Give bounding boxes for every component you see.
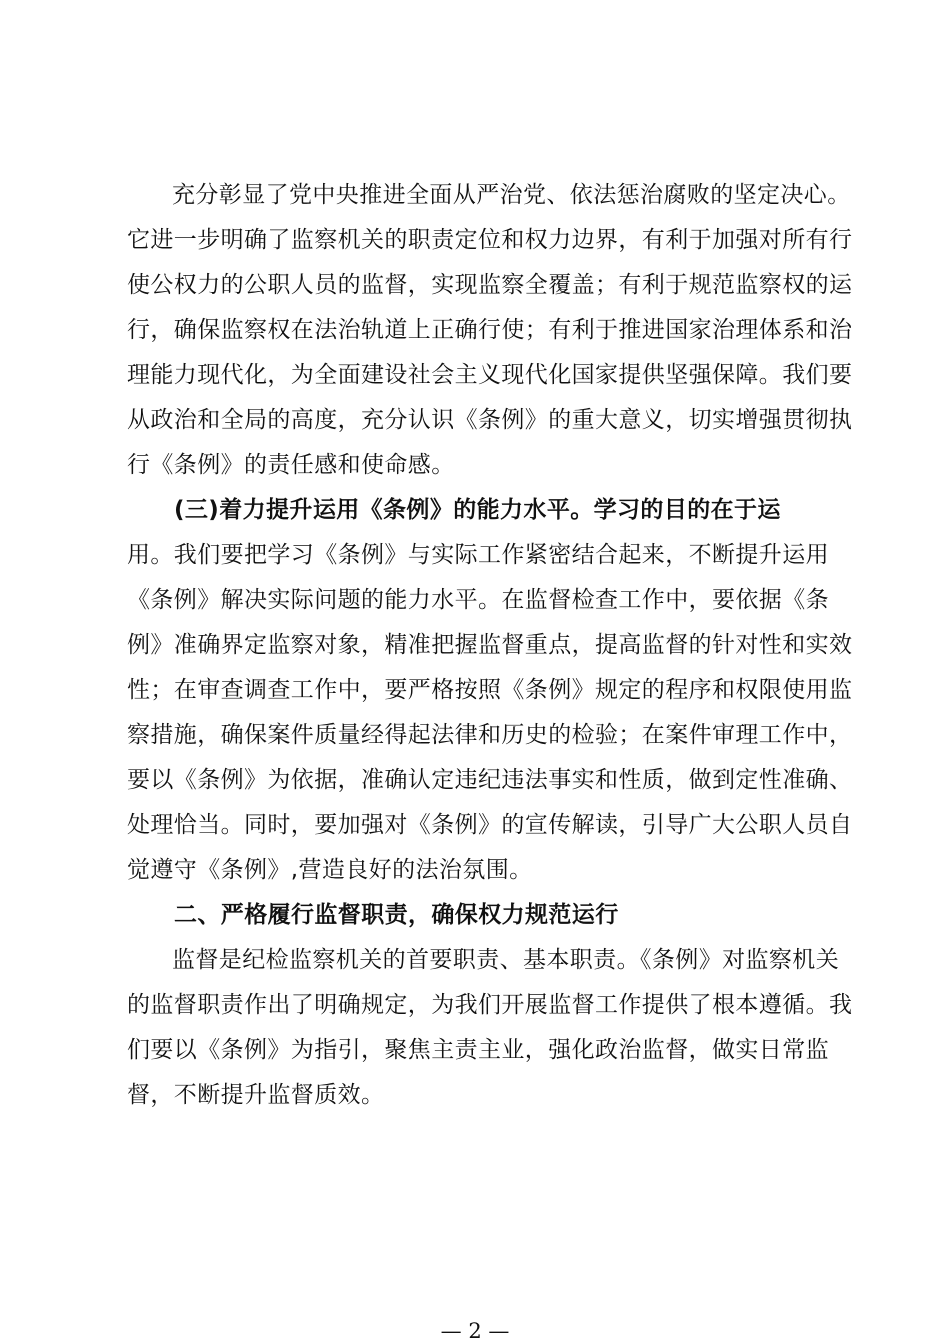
- paragraph-line: 监督是纪检监察机关的首要职责、基本职责。《条例》对监察机关: [172, 947, 840, 973]
- paragraph-line: 觉遵守《条例》,营造良好的法治氛围。: [127, 857, 533, 883]
- paragraph-line: 处理恰当。同时，要加强对《条例》的宣传解读，引导广大公职人员自: [127, 812, 853, 838]
- paragraph-line: 督，不断提升监督质效。: [127, 1082, 385, 1108]
- section-heading: 二、严格履行监督职责，确保权力规范运行: [174, 902, 619, 928]
- paragraph-line: 们要以《条例》为指引，聚焦主责主业，强化政治监督，做实日常监: [127, 1037, 829, 1063]
- paragraph-line: 行《条例》的责任感和使命感。: [127, 452, 455, 478]
- paragraph-line: 充分彰显了党中央推进全面从严治党、依法惩治腐败的坚定决心。: [172, 182, 851, 208]
- paragraph-line: 使公权力的公职人员的监督，实现监察全覆盖；有利于规范监察权的运: [127, 272, 853, 298]
- paragraph-line: 用。我们要把学习《条例》与实际工作紧密结合起来，不断提升运用: [127, 542, 829, 568]
- subsection-heading-line: (三)着力提升运用《条例》的能力水平。学习的目的在于运: [174, 497, 781, 523]
- paragraph-line: 《条例》解决实际问题的能力水平。在监督检查工作中，要依据《条: [127, 587, 829, 613]
- paragraph-line: 要以《条例》为依据，准确认定违纪违法事实和性质，做到定性准确、: [127, 767, 853, 793]
- paragraph-line: 理能力现代化，为全面建设社会主义现代化国家提供坚强保障。我们要: [127, 362, 853, 388]
- paragraph-line: 它进一步明确了监察机关的职责定位和权力边界，有利于加强对所有行: [127, 227, 853, 253]
- paragraph-line: 行，确保监察权在法治轨道上正确行使；有利于推进国家治理体系和治: [127, 317, 853, 343]
- paragraph-line: 性；在审查调查工作中，要严格按照《条例》规定的程序和权限使用监: [127, 677, 853, 703]
- paragraph-line: 察措施，确保案件质量经得起法律和历史的检验；在案件审理工作中，: [127, 722, 853, 748]
- paragraph-line: 例》准确界定监察对象，精准把握监督重点，提高监督的针对性和实效: [127, 632, 853, 658]
- paragraph-line: 从政治和全局的高度，充分认识《条例》的重大意义，切实增强贯彻执: [127, 407, 853, 433]
- paragraph-line: 的监督职责作出了明确规定，为我们开展监督工作提供了根本遵循。我: [127, 992, 853, 1018]
- page-number: — 2 —: [440, 1319, 510, 1343]
